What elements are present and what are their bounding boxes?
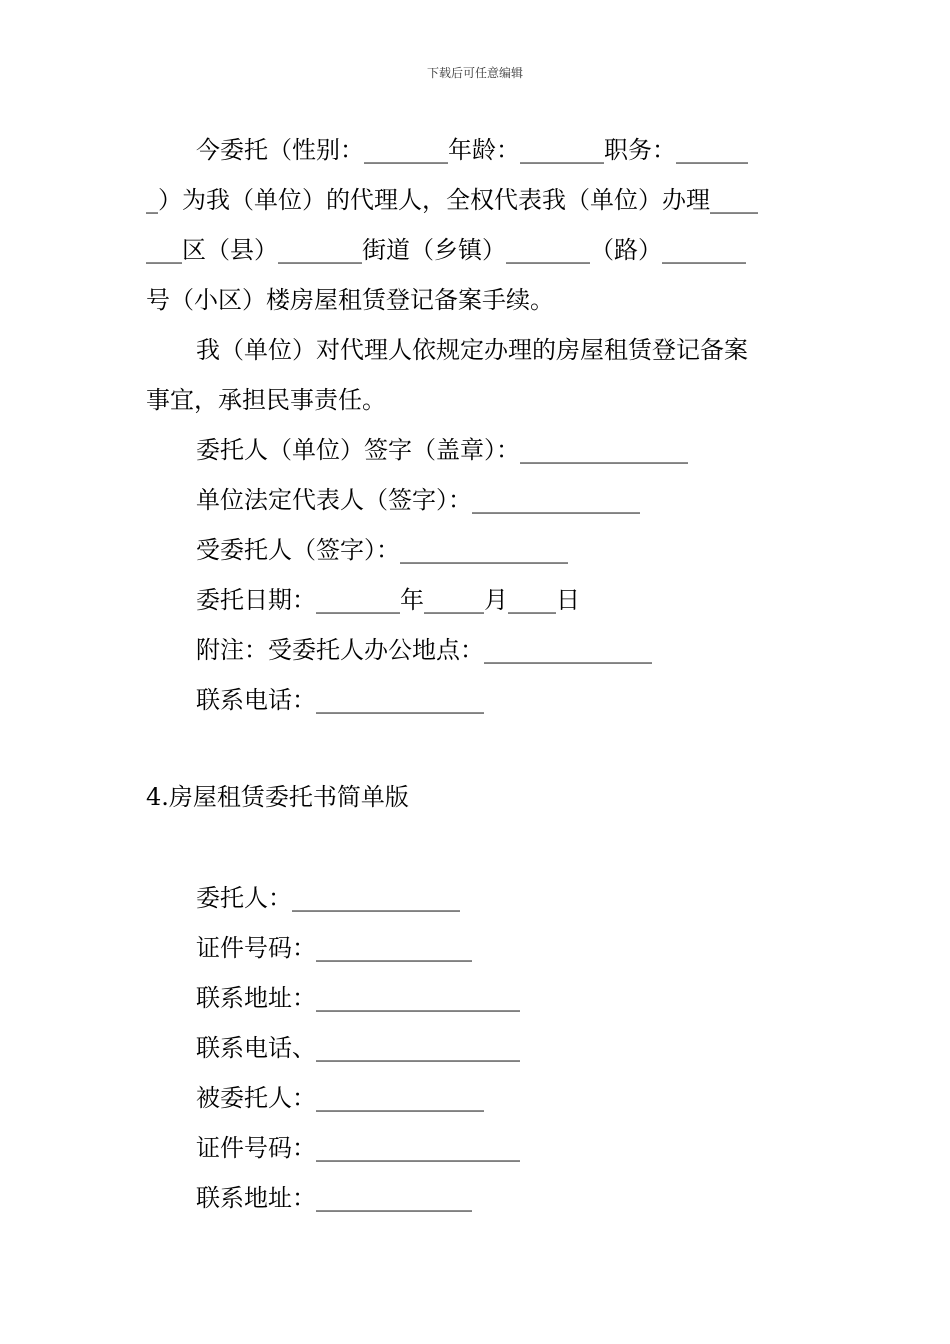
form-field-principal: 委托人：______________ — [196, 884, 460, 912]
paragraph-2-line-1: 我（单位）对代理人依规定办理的房屋租赁登记备案 — [196, 336, 748, 364]
form-field-phone: 联系电话、_________________ — [196, 1034, 520, 1062]
signature-field-legal-rep: 单位法定代表人（签字）：______________ — [196, 486, 640, 514]
form-field-agent-address: 联系地址：_____________ — [196, 1184, 472, 1212]
paragraph-1-line-3: ___区（县）_______街道（乡镇）_______（路）_______ — [146, 236, 746, 264]
signature-field-office-address: 附注：受委托人办公地点：______________ — [196, 636, 652, 664]
form-field-id-number: 证件号码：_____________ — [196, 934, 472, 962]
signature-field-agent: 受委托人（签字）：______________ — [196, 536, 568, 564]
form-field-agent: 被委托人：______________ — [196, 1084, 484, 1112]
signature-field-phone: 联系电话：______________ — [196, 686, 484, 714]
section-heading: 4.房屋租赁委托书简单版 — [146, 783, 409, 811]
page-header: 下载后可任意编辑 — [426, 66, 523, 80]
form-field-agent-id-number: 证件号码：_________________ — [196, 1134, 520, 1162]
signature-field-date: 委托日期：_______年_____月____日 — [196, 586, 580, 614]
paragraph-2-line-2: 事宜，承担民事责任。 — [146, 386, 386, 414]
paragraph-1-line-4: 号（小区）楼房屋租赁登记备案手续。 — [146, 286, 554, 314]
form-field-address: 联系地址：_________________ — [196, 984, 520, 1012]
paragraph-1-line-2: _）为我（单位）的代理人，全权代表我（单位）办理____ — [146, 186, 758, 214]
paragraph-1-line-1: 今委托（性别：_______年龄：_______职务：______ — [196, 136, 748, 164]
signature-field-principal: 委托人（单位）签字（盖章）：______________ — [196, 436, 688, 464]
